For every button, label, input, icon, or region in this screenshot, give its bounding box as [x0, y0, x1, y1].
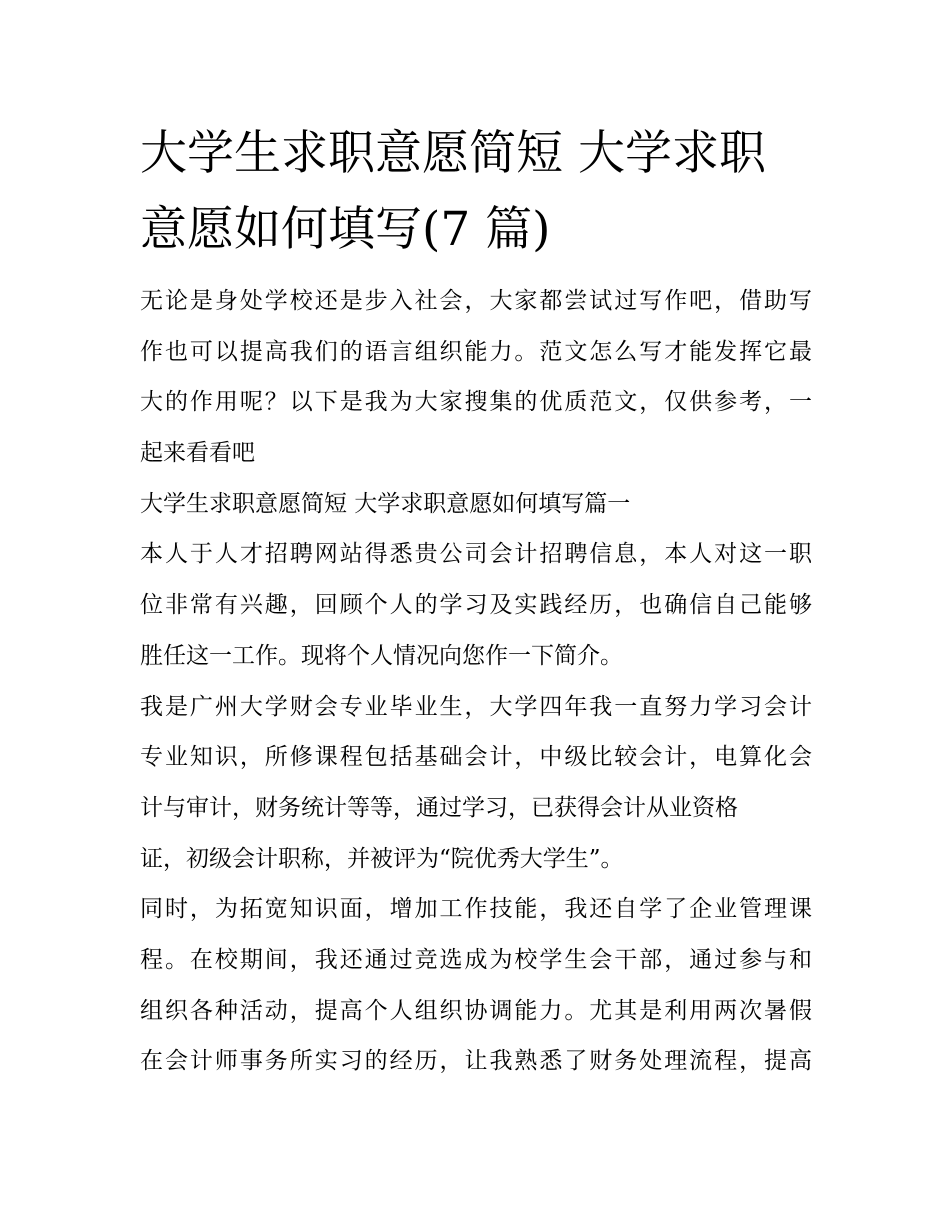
paragraph-intro: [140, 276, 812, 479]
text-line: 计与审计，财务统计等等，通过学习，已获得会计从业资格: [140, 794, 738, 821]
title-line-2: 意愿如何填写(7 篇): [140, 202, 551, 257]
text-line: 无论是身处学校还是步入社会，大家都尝试过写作吧，借助写: [140, 288, 812, 314]
text-line: 位非常有兴趣，回顾个人的学习及实践经历，也确信自己能够: [140, 592, 812, 619]
text-line: 大学生求职意愿简短 大学求职意愿如何填写篇一: [140, 490, 631, 517]
document-title: [140, 116, 812, 268]
text-line: 专业知识，所修课程包括基础会计，中级比较会计，电算化会: [140, 744, 812, 771]
paragraph-application: [140, 529, 812, 681]
title-line-1: 大学生求职意愿简短 大学求职: [140, 126, 766, 181]
section-heading: [140, 479, 812, 530]
document-page: [140, 116, 812, 1087]
text-line: 本人于人才招聘网站得悉贵公司会计招聘信息，本人对这一职: [140, 541, 812, 568]
text-line: 大的作用呢？以下是我为大家搜集的优质范文，仅供参考，一: [140, 389, 812, 416]
text-line: 作也可以提高我们的语言组织能力。范文怎么写才能发挥它最: [140, 338, 812, 365]
document-body: [140, 276, 812, 1087]
paragraph-activities: [140, 884, 812, 1087]
text-line: 起来看看吧: [140, 440, 255, 467]
text-line: 程。在校期间，我还通过竞选成为校学生会干部，通过参与和: [140, 946, 812, 973]
text-line: 同时，为拓宽知识面，增加工作技能，我还自学了企业管理课: [140, 896, 812, 923]
text-line: 我是广州大学财会专业毕业生，大学四年我一直努力学习会计: [140, 693, 812, 720]
text-line: 组织各种活动，提高个人组织协调能力。尤其是利用两次暑假: [140, 997, 812, 1024]
paragraph-education: [140, 682, 812, 885]
text-line: 证，初级会计职称，并被评为“院优秀大学生”。: [140, 845, 624, 872]
text-line: 胜任这一工作。现将个人情况向您作一下简介。: [140, 642, 623, 669]
text-line: 在会计师事务所实习的经历，让我熟悉了财务处理流程，提高: [140, 1048, 812, 1075]
